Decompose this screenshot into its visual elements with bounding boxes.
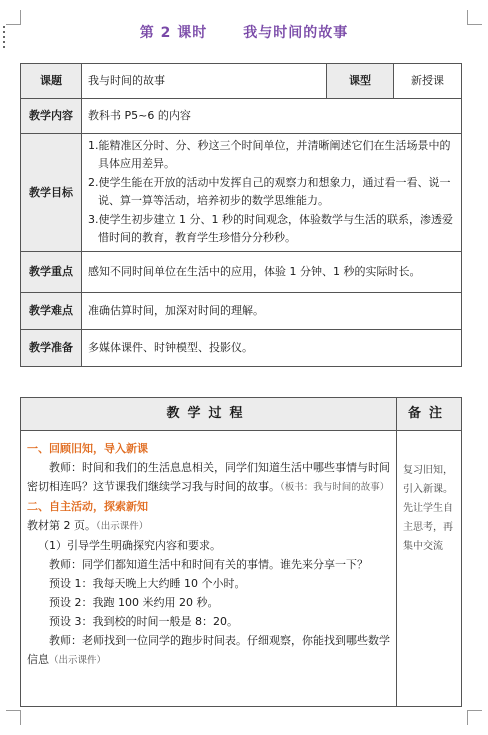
difficulty-value: 准确估算时间，加深对时间的理解。: [82, 293, 462, 330]
process-header-row: [21, 398, 462, 431]
lesson-name: 我与时间的故事: [243, 25, 349, 41]
preset-1: 预设 1：我每天晚上大约睡 10 个小时。: [49, 577, 246, 590]
board-note: （板书：我与时间的故事）: [280, 482, 390, 493]
preparation-row: [21, 330, 462, 367]
crop-mark-bottom-right: [467, 710, 482, 725]
content-label: 教学内容: [21, 99, 82, 134]
courseware-note: （出示课件）: [96, 521, 149, 532]
content-row: [21, 99, 462, 134]
teaching-process-table: [20, 397, 462, 707]
preset-2: 预设 2：我跑 100 米约用 20 秒。: [49, 596, 219, 609]
crop-mark-bottom-left: [6, 710, 21, 725]
difficulty-label: 教学难点: [21, 293, 82, 330]
difficulty-row: [21, 293, 462, 330]
goal-item: 1.能精准区分时、分、秒这三个时间单位，并清晰阐述它们在生活场景中的具体应用差异。: [88, 139, 451, 170]
process-header: 教学过程: [21, 398, 397, 431]
goals-list: [82, 134, 462, 252]
content-value: 教科书 P5~6 的内容: [82, 99, 462, 134]
process-content: [21, 431, 397, 707]
lesson-info-table: [20, 63, 462, 367]
teacher-question: 教师：同学们都知道生活中和时间有关的事情。谁先来分享一下？: [49, 558, 368, 571]
section-1-text: 教师：时间和我们的生活息息相关，同学们知道生活中哪些事情与时间密切相连吗？这节课我们继续学习我与时间的故事。（板书：我与时间的故事）: [27, 461, 390, 493]
key-value: 感知不同时间单位在生活中的应用，体验 1 分钟、1 秒的实际时长。: [82, 252, 462, 293]
topic-label: 课题: [21, 64, 82, 99]
process-body-row: [21, 431, 462, 707]
preset-3: 预设 3：我到校的时间一般是 8：20。: [49, 615, 238, 628]
key-row: [21, 252, 462, 293]
section-2-title: 二、自主活动，探索新知: [27, 500, 148, 513]
remarks-cell: 复习旧知，引入新课。先让学生自主思考，再集中交流: [397, 431, 462, 707]
type-value: 新授课: [394, 64, 462, 99]
goal-item: 2.使学生能在开放的活动中发挥自己的观察力和想象力，通过看一看、说一说、算一算等活动，培养初步的数学思维能力。: [88, 176, 451, 207]
page-title: [0, 22, 488, 42]
preparation-value: 多媒体课件、时钟模型、投影仪。: [82, 330, 462, 367]
goals-row: [21, 134, 462, 252]
topic-row: [21, 64, 462, 99]
section-1-title: 一、回顾旧知，导入新课: [27, 442, 148, 455]
topic-value: 我与时间的故事: [82, 64, 327, 99]
textbook-line: 教材第 2 页。（出示课件）: [27, 519, 149, 532]
teacher-prompt: 教师：老师找到一位同学的跑步时间表。仔细观察，你能找到哪些数学信息（出示课件）: [27, 634, 390, 666]
courseware-note-2: （出示课件）: [49, 655, 107, 666]
goal-item: 3.使学生初步建立 1 分、1 秒的时间观念，体验数学与生活的联系，渗透爱惜时间的教育，教育学生珍惜分分秒秒。: [88, 213, 453, 244]
type-label: 课型: [327, 64, 394, 99]
key-label: 教学重点: [21, 252, 82, 293]
step-1: （1）引导学生明确探究内容和要求。: [38, 539, 221, 552]
lesson-number: 第 2 课时: [139, 25, 208, 41]
note-header: 备注: [397, 398, 462, 431]
preparation-label: 教学准备: [21, 330, 82, 367]
goals-label: 教学目标: [21, 134, 82, 252]
